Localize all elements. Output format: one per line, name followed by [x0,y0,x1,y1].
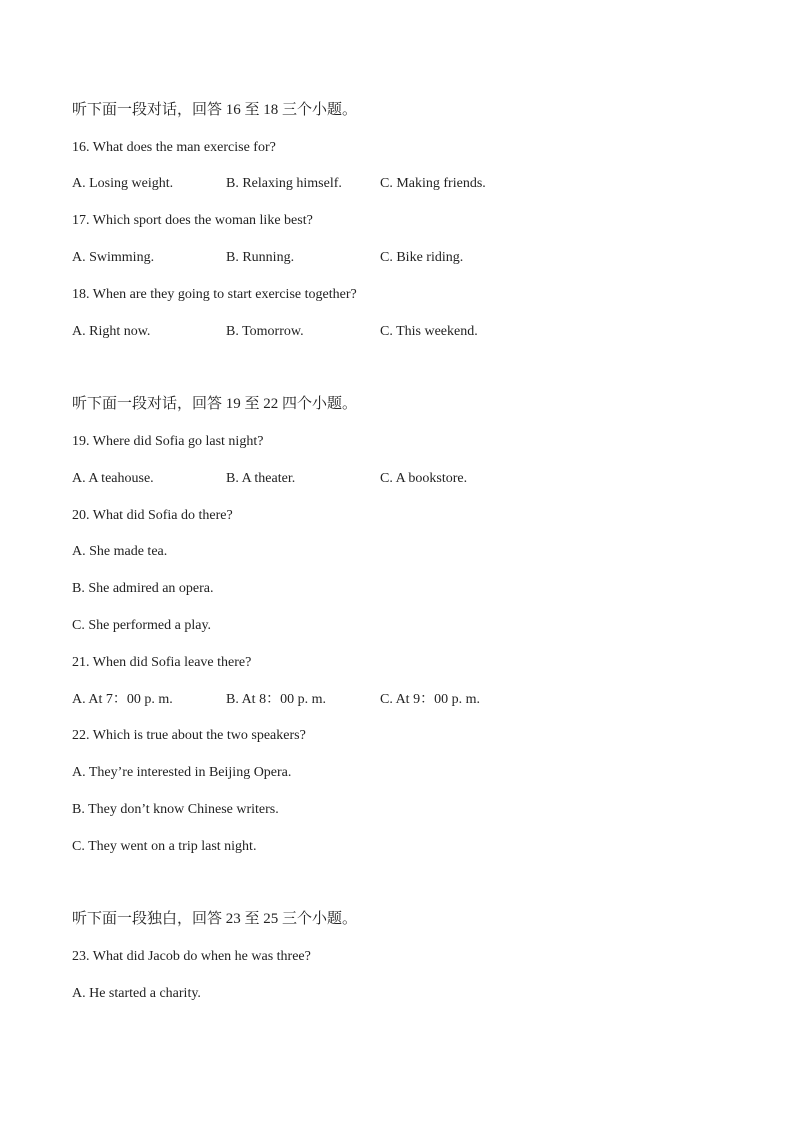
question-stem: 20. What did Sofia do there? [72,508,233,523]
question-stem: 18. When are they going to start exercise together? [72,287,357,302]
question-stem: 17. Which sport does the woman like best? [72,213,313,228]
section-heading: 听下面一段独白，回答 23 至 25 三个小题。 [72,911,358,927]
option-c: C. Bike riding. [380,250,464,265]
option-c: C. At 9：00 p. m. [380,692,480,707]
option-c: C. This weekend. [380,324,478,339]
option-c: C. She performed a play. [72,618,212,633]
option-b: B. At 8：00 p. m. [226,692,326,707]
question-stem: 16. What does the man exercise for? [72,140,276,155]
question-stem: 22. Which is true about the two speakers? [72,728,306,743]
option-a: A. He started a charity. [72,986,201,1001]
section-heading: 听下面一段对话，回答 16 至 18 三个小题。 [72,102,358,118]
option-a: A. She made tea. [72,544,168,559]
question-stem: 21. When did Sofia leave there? [72,655,252,670]
option-c: C. A bookstore. [380,471,468,486]
option-b: B. She admired an opera. [72,581,214,596]
section-heading: 听下面一段对话，回答 19 至 22 四个小题。 [72,396,358,412]
option-a: A. At 7：00 p. m. [72,692,173,707]
option-a: A. Right now. [72,324,151,339]
option-a: A. Swimming. [72,250,155,265]
option-a: A. A teahouse. [72,471,154,486]
option-b: B. Running. [226,250,295,265]
option-b: B. Tomorrow. [226,324,304,339]
option-c: C. They went on a trip last night. [72,839,257,854]
option-b: B. Relaxing himself. [226,176,342,191]
option-a: A. Losing weight. [72,176,174,191]
question-stem: 23. What did Jacob do when he was three? [72,949,311,964]
option-c: C. Making friends. [380,176,486,191]
option-b: B. A theater. [226,471,296,486]
question-stem: 19. Where did Sofia go last night? [72,434,264,449]
option-b: B. They don’t know Chinese writers. [72,802,279,817]
option-a: A. They’re interested in Beijing Opera. [72,765,292,780]
